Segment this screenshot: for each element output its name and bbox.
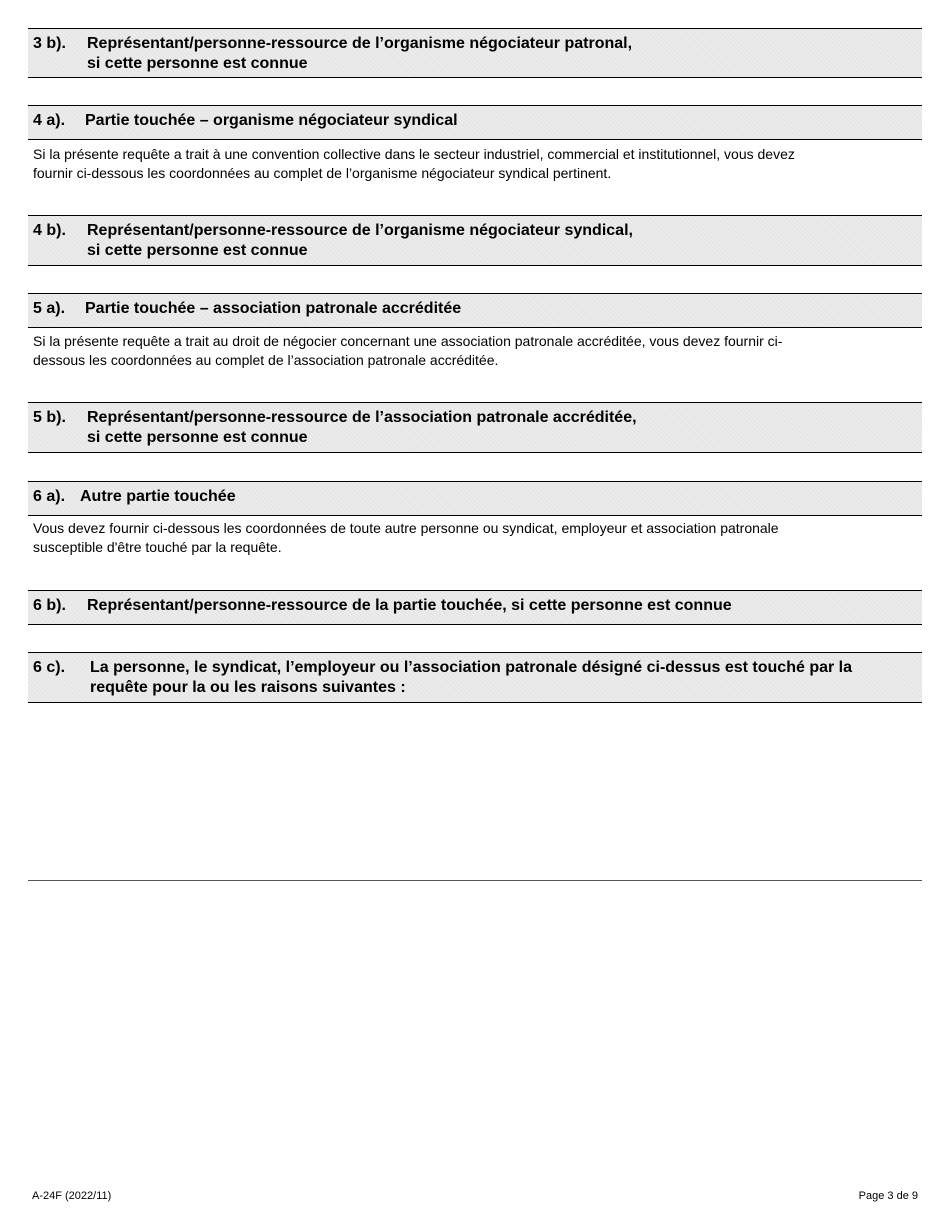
section-title-line2: si cette personne est connue [87,242,308,259]
section-4b-header [28,215,922,266]
section-title-line2: si cette personne est connue [87,55,308,72]
section-5b-header [28,402,922,453]
page-number: Page 3 de 9 [858,1190,918,1202]
form-code: A-24F (2022/11) [32,1190,112,1202]
section-4a-instructions [33,145,913,183]
section-title: Autre partie touchée [80,488,236,505]
instruction-line: fournir ci-dessous les coordonnées au complet de l’organisme négociateur syndical pertinent. [33,165,612,181]
section-number: 4 b). [33,222,66,239]
instruction-line: Si la présente requête a trait au droit de négocier concernant une association patronale accréditée, vous devez fournir ci- [33,333,783,349]
section-title: Partie touchée – association patronale accréditée [85,300,462,317]
section-6a-header [28,481,922,516]
section-number: 4 a). [33,112,66,129]
section-title-line2: si cette personne est connue [87,429,308,446]
section-number: 6 c). [33,659,66,676]
section-number: 6 b). [33,597,66,614]
section-number: 5 b). [33,409,66,426]
section-4a-header [28,105,922,140]
section-title: La personne, le syndicat, l’employeur ou l’association patronale désigné ci-dessus est touché par la [90,659,852,676]
section-title-line2: requête pour la ou les raisons suivantes : [90,679,406,696]
section-5a-instructions [33,332,913,370]
section-number: 5 a). [33,300,66,317]
section-title: Représentant/personne-ressource de la partie touchée, si cette personne est connue [87,597,732,614]
section-6b-header [28,590,922,625]
section-title: Représentant/personne-ressource de l’association patronale accréditée, [87,409,637,426]
section-title: Représentant/personne-ressource de l’organisme négociateur syndical, [87,222,633,239]
instruction-line: Vous devez fournir ci-dessous les coordonnées de toute autre personne ou syndicat, employeur et association patronale [33,520,779,536]
section-title: Partie touchée – organisme négociateur syndical [85,112,458,129]
reasons-area-bottom-rule [28,880,922,881]
section-title: Représentant/personne-ressource de l’organisme négociateur patronal, [87,35,633,52]
instruction-line: susceptible d'être touché par la requête. [33,539,282,555]
section-3b-header [28,28,922,78]
instruction-line: dessous les coordonnées au complet de l’association patronale accréditée. [33,352,499,368]
section-number: 3 b). [33,35,66,52]
section-5a-header [28,293,922,328]
section-6a-instructions [33,519,913,557]
instruction-line: Si la présente requête a trait à une convention collective dans le secteur industriel, commercial et institutionnel, vous devez [33,146,795,162]
section-6c-header [28,652,922,703]
section-number: 6 a). [33,488,66,505]
